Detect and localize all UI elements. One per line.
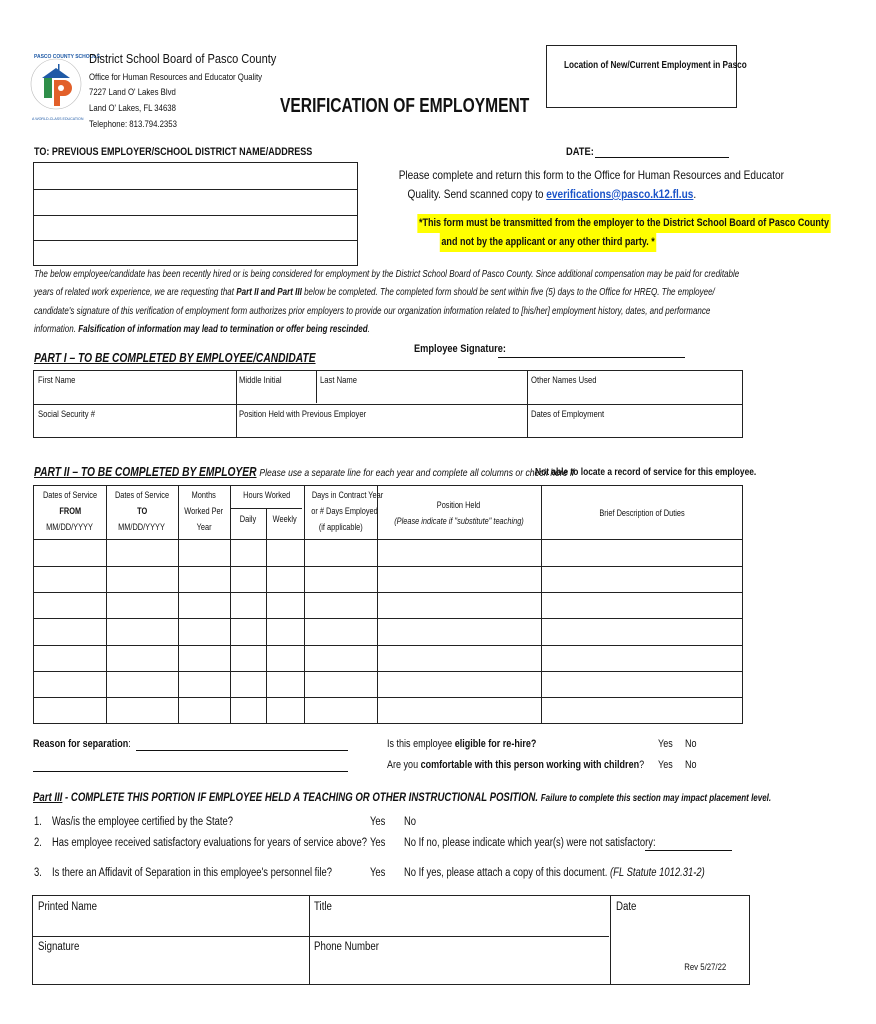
address-line — [34, 215, 357, 216]
children-yes[interactable]: Yes — [658, 759, 673, 771]
title-field[interactable]: Title — [314, 901, 332, 913]
q2-text: Has employee received satisfactory evaluations for years of service above? — [52, 837, 368, 849]
employer-signature-grid — [32, 895, 750, 985]
middle-initial-field[interactable]: Middle Initial — [239, 375, 282, 385]
part1-grid — [33, 370, 743, 438]
other-names-field[interactable]: Other Names Used — [531, 375, 597, 385]
col-months: Months Worked Per Year — [184, 490, 224, 532]
q1-text: Was/is the employee certified by the State? — [52, 816, 234, 828]
paragraph-line: The below employee/candidate has been recently hired or is being considered for employment by the District School Board of Pasco County. Since additional compensation may be paid for creditable — [34, 269, 740, 280]
reason-for-separation-label: Reason for separation: — [33, 738, 131, 750]
location-of-employment-box[interactable] — [546, 45, 747, 108]
date-field[interactable] — [595, 157, 729, 158]
rehire-yes[interactable]: Yes — [658, 738, 673, 750]
to-previous-employer-label: TO: PREVIOUS EMPLOYER/SCHOOL DISTRICT NAME/ADDRESS — [34, 146, 313, 158]
paragraph-line: years of related work experience, we are requesting that Part II and Part III below be completed. The completed form should be sent within five (5) days to the Office for HREQ. The employee/ — [34, 287, 715, 299]
col-weekly: Weekly — [272, 514, 298, 524]
date-signed-field[interactable]: Date — [616, 901, 637, 913]
position-held-field[interactable]: Position Held with Previous Employer — [239, 409, 367, 419]
q3-number: 3. — [34, 867, 42, 879]
ssn-field[interactable]: Social Security # — [38, 409, 95, 419]
reason-field-line-2[interactable] — [33, 771, 348, 772]
not-able-to-locate-checkbox[interactable]: Not able to locate a record of service for this employee. — [535, 466, 757, 478]
org-street: 7227 Land O' Lakes Blvd — [89, 87, 176, 98]
location-box-label: Location of New/Current Employment in Pasco — [564, 60, 747, 71]
children-no[interactable]: No — [685, 759, 697, 771]
q3-text: Is there an Affidavit of Separation in this employee's personnel file? — [52, 867, 332, 879]
unsatisfactory-years-field[interactable] — [645, 850, 732, 851]
q1-number: 1. — [34, 816, 42, 828]
q1-yes[interactable]: Yes — [370, 816, 386, 828]
org-city: Land O' Lakes, FL 34638 — [89, 103, 176, 114]
rehire-question: Is this employee eligible for re-hire? — [387, 738, 537, 750]
part1-title: PART I – TO BE COMPLETED BY EMPLOYEE/CANDIDATE — [34, 351, 316, 365]
paragraph-line: information. Falsification of information may lead to termination or offer being rescinded. — [34, 324, 370, 336]
dates-of-employment-field[interactable]: Dates of Employment — [531, 409, 605, 419]
q2-yes[interactable]: Yes — [370, 837, 386, 849]
address-line — [34, 240, 357, 241]
transmission-notice — [372, 214, 829, 254]
authorization-paragraph — [34, 266, 744, 340]
children-question: Are you comfortable with this person working with children? — [387, 759, 645, 771]
last-name-field[interactable]: Last Name — [320, 375, 358, 385]
org-name: District School Board of Pasco County — [89, 51, 277, 66]
col-position-held: Position Held (Please indicate if "substitute" teaching) — [394, 500, 524, 526]
instruction-line-2: Quality. Send scanned copy to everifications@pasco.k12.fl.us. — [407, 187, 697, 201]
col-daily: Daily — [239, 514, 257, 524]
employee-signature-label: Employee Signature: — [414, 343, 506, 355]
form-title: VERIFICATION OF EMPLOYMENT — [280, 95, 530, 117]
part3-title: Part III - COMPLETE THIS PORTION IF EMPLOYEE HELD A TEACHING OR OTHER INSTRUCTIONAL POSITION. Failure to complete this section may impact placement level. — [33, 790, 772, 804]
notice-line-1: *This form must be transmitted from the employer to the District School Board of Pasco County — [417, 214, 830, 233]
q2-number: 2. — [34, 837, 42, 849]
col-days: Days in Contract Year or # Days Employed (if applicable) — [311, 490, 384, 532]
service-record-table — [33, 485, 743, 724]
district-logo — [28, 44, 100, 132]
printed-name-field[interactable]: Printed Name — [38, 901, 98, 913]
employee-signature-field[interactable] — [498, 357, 685, 358]
notice-line-2: and not by the applicant or any other third party. * — [440, 233, 657, 252]
col-duties: Brief Description of Duties — [599, 508, 686, 518]
q3-no[interactable]: No If yes, please attach a copy of this document. (FL Statute 1012.31-2) — [404, 867, 705, 879]
col-from: Dates of Service FROM MM/DD/YYYY — [42, 490, 98, 532]
date-label: DATE: — [566, 146, 594, 158]
return-instructions — [362, 166, 784, 204]
q1-no[interactable]: No — [404, 816, 417, 828]
previous-employer-address-box[interactable] — [33, 162, 358, 266]
signature-field[interactable]: Signature — [38, 941, 80, 953]
part2-title: PART II – TO BE COMPLETED BY EMPLOYER Please use a separate line for each year and complete all columns or check here if — [34, 465, 575, 479]
org-department: Office for Human Resources and Educator Quality — [89, 72, 263, 83]
phone-number-field[interactable]: Phone Number — [314, 941, 379, 953]
first-name-field[interactable]: First Name — [38, 375, 76, 385]
revision-date: Rev 5/27/22 — [683, 962, 726, 973]
logo-text-bottom: A WORLD-CLASS EDUCATION — [32, 117, 84, 121]
q3-yes[interactable]: Yes — [370, 867, 386, 879]
rehire-no[interactable]: No — [685, 738, 697, 750]
paragraph-line: candidate's signature of this verification of employment form authorizes prior employers to provide our organization information related to [his/her] employment history, dates, and performance — [34, 305, 711, 317]
instruction-line-1: Please complete and return this form to the Office for Human Resources and Educator — [398, 168, 784, 182]
address-line — [34, 189, 357, 190]
logo-text-top: PASCO COUNTY SCHOOLS — [34, 54, 100, 60]
reason-field-line-1[interactable] — [136, 750, 348, 751]
everifications-email-link[interactable]: everifications@pasco.k12.fl.us — [546, 187, 694, 201]
col-to: Dates of Service TO MM/DD/YYYY — [114, 490, 170, 532]
col-hours-worked: Hours Worked — [243, 490, 291, 500]
q2-no[interactable]: No If no, please indicate which year(s) were not satisfactory: — [404, 837, 656, 849]
org-phone: Telephone: 813.794.2353 — [89, 119, 177, 130]
